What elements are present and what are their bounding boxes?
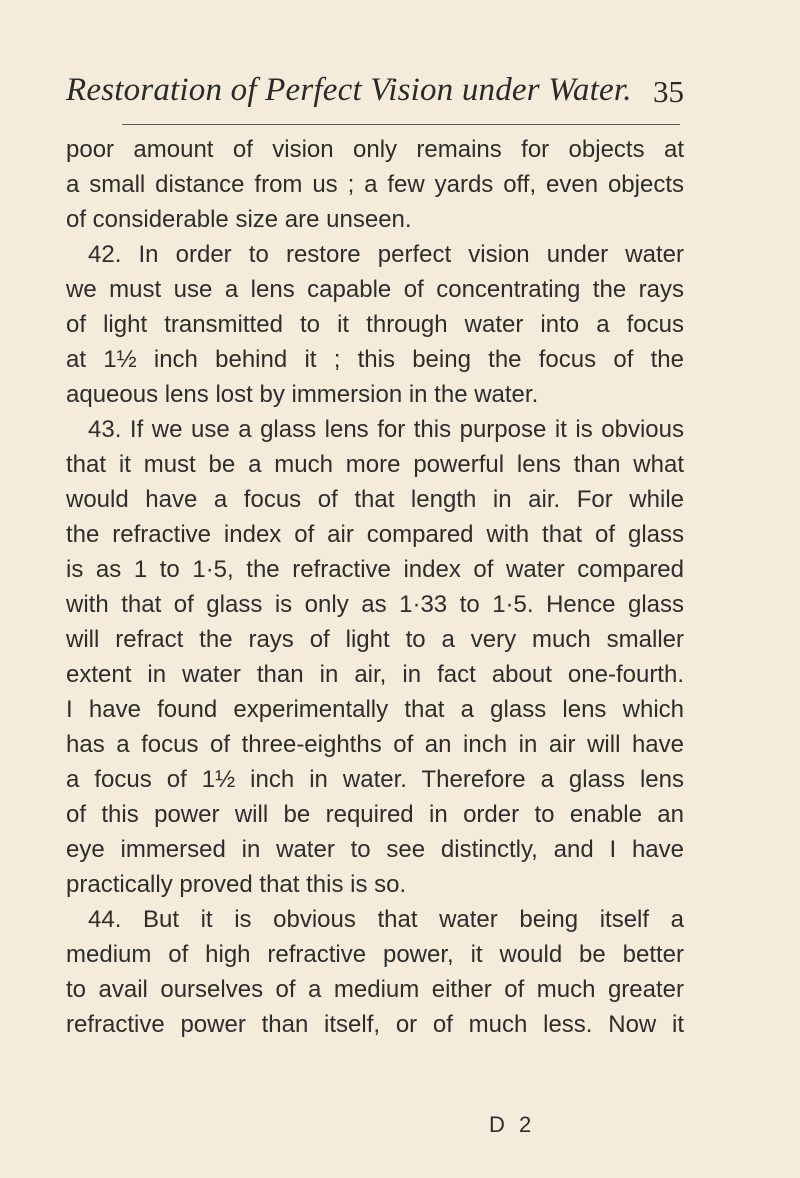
text-line: will refract the rays of light to a very much smaller [66,626,684,653]
text-line: poor amount of vision only remains for objects at [66,136,684,163]
text-line: has a focus of three-eighths of an inch in air will have [66,731,684,758]
text-line: to avail ourselves of a medium either of much greater [66,976,684,1003]
text-line: extent in water than in air, in fact about one-fourth. [66,661,684,688]
paragraph-43-start: 43. If we use a glass lens for this purpose it is obvious [88,416,684,443]
text-line: of light transmitted to it through water into a focus [66,311,684,338]
text-line: I have found experimentally that a glass lens which [66,696,684,723]
text-line: of considerable size are unseen. [66,206,412,233]
text-line: a small distance from us ; a few yards off, even objects [66,171,684,198]
running-head [66,72,686,112]
text-line: refractive power than itself, or of much less. Now it [66,1011,684,1038]
text-line: that it must be a much more powerful lens than what [66,451,684,478]
paragraph-42-start: 42. In order to restore perfect vision under water [88,241,684,268]
paragraph-44-start: 44. But it is obvious that water being itself a [88,906,684,933]
text-line: at 1½ inch behind it ; this being the focus of the [66,346,684,373]
text-line: medium of high refractive power, it would be better [66,941,684,968]
text-line: is as 1 to 1·5, the refractive index of water compared [66,556,684,583]
text-line: with that of glass is only as 1·33 to 1·5. Hence glass [66,591,684,618]
text-line: aqueous lens lost by immersion in the water. [66,381,539,408]
signature-mark: D 2 [489,1112,536,1137]
text-line: a focus of 1½ inch in water. Therefore a glass lens [66,766,684,793]
running-title: Restoration of Perfect Vision under Water. [66,72,632,108]
header-rule [122,124,680,125]
text-line: of this power will be required in order to enable an [66,801,684,828]
text-line: eye immersed in water to see distinctly, and I have [66,836,684,863]
text-line: we must use a lens capable of concentrating the rays [66,276,684,303]
text-line: would have a focus of that length in air. For while [66,486,684,513]
body-text [66,132,684,1042]
page-number: 35 [653,74,684,109]
text-line: the refractive index of air compared with that of glass [66,521,684,548]
text-line: practically proved that this is so. [66,871,407,898]
